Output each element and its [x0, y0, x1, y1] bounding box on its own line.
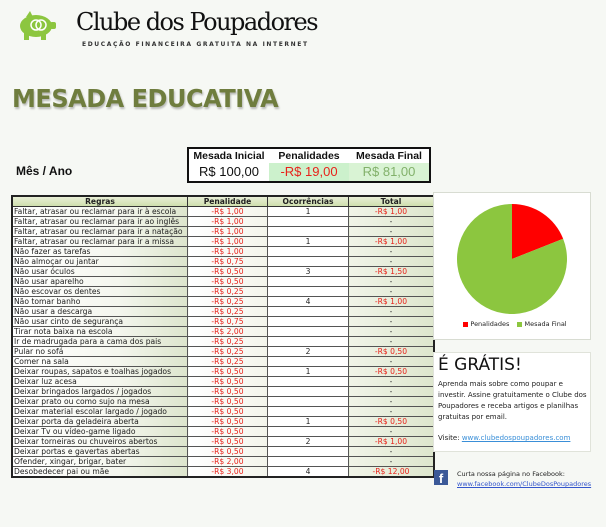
table-row [12, 277, 434, 287]
promo-box [433, 352, 591, 452]
table-row [12, 267, 434, 277]
penalty-cell[interactable]: -R$ 0,25 [188, 337, 268, 347]
penalty-cell[interactable]: -R$ 0,25 [188, 297, 268, 307]
penalty-cell[interactable]: -R$ 0,50 [188, 387, 268, 397]
rule-cell: Deixar prato ou como sujo na mesa [12, 397, 188, 407]
rule-cell: Não tomar banho [12, 297, 188, 307]
penalty-cell[interactable]: -R$ 0,50 [188, 377, 268, 387]
rule-cell: Desobedecer pai ou mãe [12, 467, 188, 478]
table-row [12, 457, 434, 467]
total-cell: - [349, 447, 435, 457]
rule-cell: Deixar Tv ou vídeo-game ligado [12, 427, 188, 437]
table-row [12, 327, 434, 337]
occurrences-cell[interactable] [268, 457, 349, 467]
occurrences-cell[interactable] [268, 357, 349, 367]
table-row [12, 237, 434, 247]
total-cell: - [349, 457, 435, 467]
rule-cell: Deixar luz acesa [12, 377, 188, 387]
piggy-bank-icon [16, 11, 58, 41]
table-row [12, 357, 434, 367]
rule-cell: Não usar cinto de segurança [12, 317, 188, 327]
penalty-cell[interactable]: -R$ 0,50 [188, 437, 268, 447]
total-cell: - [349, 287, 435, 297]
penalty-cell[interactable]: -R$ 0,75 [188, 257, 268, 267]
rule-cell: Deixar portas e gavertas abertas [12, 447, 188, 457]
rule-cell: Pular no sofá [12, 347, 188, 357]
header-rules: Regras [12, 196, 188, 207]
penalty-cell[interactable]: -R$ 1,00 [188, 237, 268, 247]
table-row [12, 417, 434, 427]
promo-body: Aprenda mais sobre como poupar e investir. Assine gratuitamente o Clube dos Poupadores e receba artigos e planilhas gratuitas por email. [438, 380, 587, 421]
table-row [12, 287, 434, 297]
occurrences-cell[interactable]: 4 [268, 467, 349, 478]
facebook-text: Curta nossa página no Facebook: [457, 470, 565, 478]
rule-cell: Não almoçar ou jantar [12, 257, 188, 267]
penalty-cell[interactable]: -R$ 1,00 [188, 207, 268, 217]
penalty-cell[interactable]: -R$ 0,75 [188, 317, 268, 327]
rule-cell: Não escovar os dentes [12, 287, 188, 297]
final-allowance-value: R$ 81,00 [349, 163, 429, 181]
occurrences-cell[interactable] [268, 287, 349, 297]
total-cell: -R$ 1,00 [349, 437, 435, 447]
table-row [12, 407, 434, 417]
table-row [12, 317, 434, 327]
table-row [12, 437, 434, 447]
penalty-cell[interactable]: -R$ 1,00 [188, 227, 268, 237]
rule-cell: Deixar porta da geladeira aberta [12, 417, 188, 427]
total-cell: -R$ 0,50 [349, 347, 435, 357]
penalty-cell[interactable]: -R$ 3,00 [188, 467, 268, 478]
rule-cell: Não usar aparelho [12, 277, 188, 287]
penalty-cell[interactable]: -R$ 0,25 [188, 357, 268, 367]
table-row [12, 247, 434, 257]
table-row [12, 257, 434, 267]
penalty-cell[interactable]: -R$ 0,50 [188, 367, 268, 377]
total-cell: -R$ 0,50 [349, 367, 435, 377]
table-row [12, 207, 434, 217]
rule-cell: Deixar material escolar largado / jogado [12, 407, 188, 417]
occurrences-cell[interactable] [268, 447, 349, 457]
summary-header: Penalidades [278, 150, 340, 162]
rule-cell: Ofender, xingar, brigar, bater [12, 457, 188, 467]
penalty-cell[interactable]: -R$ 0,25 [188, 287, 268, 297]
facebook-section [434, 470, 604, 490]
summary-initial [189, 149, 269, 181]
penalty-cell[interactable]: -R$ 2,00 [188, 327, 268, 337]
rule-cell: Comer na sala [12, 357, 188, 367]
penalty-cell[interactable]: -R$ 0,50 [188, 277, 268, 287]
summary-penalties [269, 149, 349, 181]
rule-cell: Não usar óculos [12, 267, 188, 277]
occurrences-cell[interactable]: 2 [268, 437, 349, 447]
occurrences-cell[interactable] [268, 387, 349, 397]
table-row [12, 227, 434, 237]
website-link[interactable]: www.clubedospoupadores.com [461, 434, 571, 442]
total-cell: -R$ 0,50 [349, 417, 435, 427]
total-cell: - [349, 357, 435, 367]
total-cell: - [349, 227, 435, 237]
summary-box [187, 147, 431, 183]
page-title: MESADA EDUCATIVA [12, 84, 279, 113]
occurrences-cell[interactable] [268, 217, 349, 227]
penalty-cell[interactable]: -R$ 0,25 [188, 347, 268, 357]
total-cell: - [349, 317, 435, 327]
occurrences-cell[interactable] [268, 317, 349, 327]
penalties-value: -R$ 19,00 [269, 163, 349, 181]
total-cell: - [349, 427, 435, 437]
total-cell: - [349, 337, 435, 347]
summary-final [349, 149, 429, 181]
occurrences-cell[interactable]: 1 [268, 237, 349, 247]
total-cell: -R$ 1,00 [349, 237, 435, 247]
table-row [12, 447, 434, 457]
occurrences-cell[interactable]: 1 [268, 207, 349, 217]
total-cell: - [349, 217, 435, 227]
rule-cell: Faltar, atrasar ou reclamar para ir a missa [12, 237, 188, 247]
occurrences-cell[interactable] [268, 337, 349, 347]
summary-header: Mesada Final [356, 150, 422, 162]
total-cell: - [349, 257, 435, 267]
rule-cell: Faltar, atrasar ou reclamar para ir ao inglês [12, 217, 188, 227]
occurrences-cell[interactable] [268, 397, 349, 407]
facebook-link[interactable]: www.facebook.com/ClubeDosPoupadores [457, 480, 592, 488]
occurrences-cell[interactable]: 2 [268, 347, 349, 357]
occurrences-cell[interactable]: 1 [268, 417, 349, 427]
penalty-cell[interactable]: -R$ 2,00 [188, 457, 268, 467]
header-occurrences: Ocorrências [268, 196, 349, 207]
pie-chart-plot [434, 193, 590, 319]
legend-label: Mesada Final [524, 320, 567, 328]
penalty-cell[interactable]: -R$ 1,00 [188, 247, 268, 257]
initial-allowance-value[interactable]: R$ 100,00 [199, 164, 259, 179]
summary-header: Mesada Inicial [193, 150, 265, 162]
total-cell: -R$ 12,00 [349, 467, 435, 478]
occurrences-cell[interactable] [268, 427, 349, 437]
total-cell: - [349, 387, 435, 397]
total-cell: - [349, 377, 435, 387]
occurrences-cell[interactable]: 3 [268, 267, 349, 277]
table-row [12, 337, 434, 347]
table-row [12, 387, 434, 397]
total-cell: -R$ 1,50 [349, 267, 435, 277]
table-row [12, 367, 434, 377]
rule-cell: Faltar, atrasar ou reclamar para ir à escola [12, 207, 188, 217]
rule-cell: Não fazer as tarefas [12, 247, 188, 257]
penalty-cell[interactable]: -R$ 0,50 [188, 407, 268, 417]
total-cell: - [349, 277, 435, 287]
total-cell: -R$ 1,00 [349, 207, 435, 217]
rule-cell: Faltar, atrasar ou reclamar para ir a natação [12, 227, 188, 237]
rule-cell: Deixar torneiras ou chuveiros abertos [12, 437, 188, 447]
brand-name: Clube dos Poupadores [76, 8, 318, 36]
penalty-cell[interactable]: -R$ 0,50 [188, 397, 268, 407]
legend-label: Penalidades [470, 320, 510, 328]
brand-logo[interactable] [16, 8, 318, 50]
legend-swatch-final [517, 322, 522, 327]
total-cell: - [349, 307, 435, 317]
occurrences-cell[interactable] [268, 327, 349, 337]
penalty-cell[interactable]: -R$ 0,25 [188, 307, 268, 317]
total-cell: - [349, 247, 435, 257]
rule-cell: Deixar bringados largados / jogados [12, 387, 188, 397]
table-row [12, 307, 434, 317]
period-label: Mês / Ano [16, 164, 73, 178]
table-row [12, 397, 434, 407]
rule-cell: Deixar roupas, sapatos e toalhas jogados [12, 367, 188, 377]
table-header-row [12, 196, 434, 207]
table-row [12, 467, 434, 478]
total-cell: - [349, 407, 435, 417]
penalty-cell[interactable]: -R$ 0,50 [188, 417, 268, 427]
header-total: Total [349, 196, 435, 207]
facebook-icon[interactable]: f [434, 470, 448, 485]
pie-chart [433, 192, 591, 340]
legend-swatch-penalties [463, 322, 468, 327]
brand-tagline: EDUCAÇÃO FINANCEIRA GRATUITA NA INTERNET [82, 41, 309, 48]
table-row [12, 297, 434, 307]
visit-label: Visite: [438, 434, 460, 442]
table-row [12, 217, 434, 227]
occurrences-cell[interactable] [268, 407, 349, 417]
rules-table [11, 195, 435, 478]
total-cell: - [349, 327, 435, 337]
penalty-cell[interactable]: -R$ 0,50 [188, 267, 268, 277]
penalty-cell[interactable]: -R$ 0,50 [188, 427, 268, 437]
occurrences-cell[interactable] [268, 377, 349, 387]
occurrences-cell[interactable] [268, 307, 349, 317]
total-cell: - [349, 397, 435, 407]
rule-cell: Tirar nota baixa na escola [12, 327, 188, 337]
occurrences-cell[interactable] [268, 257, 349, 267]
rule-cell: Não usar a descarga [12, 307, 188, 317]
chart-legend [434, 320, 590, 328]
occurrences-cell[interactable] [268, 227, 349, 237]
promo-visit [438, 434, 570, 442]
occurrences-cell[interactable]: 4 [268, 297, 349, 307]
table-row [12, 347, 434, 357]
total-cell: -R$ 1,00 [349, 297, 435, 307]
rule-cell: Ir de madrugada para a cama dos pais [12, 337, 188, 347]
occurrences-cell[interactable] [268, 277, 349, 287]
occurrences-cell[interactable]: 1 [268, 367, 349, 377]
table-row [12, 377, 434, 387]
table-row [12, 427, 434, 437]
penalty-cell[interactable]: -R$ 1,00 [188, 217, 268, 227]
penalty-cell[interactable]: -R$ 0,50 [188, 447, 268, 457]
promo-heading: É GRÁTIS! [438, 355, 522, 375]
occurrences-cell[interactable] [268, 247, 349, 257]
header-penalty: Penalidade [188, 196, 268, 207]
